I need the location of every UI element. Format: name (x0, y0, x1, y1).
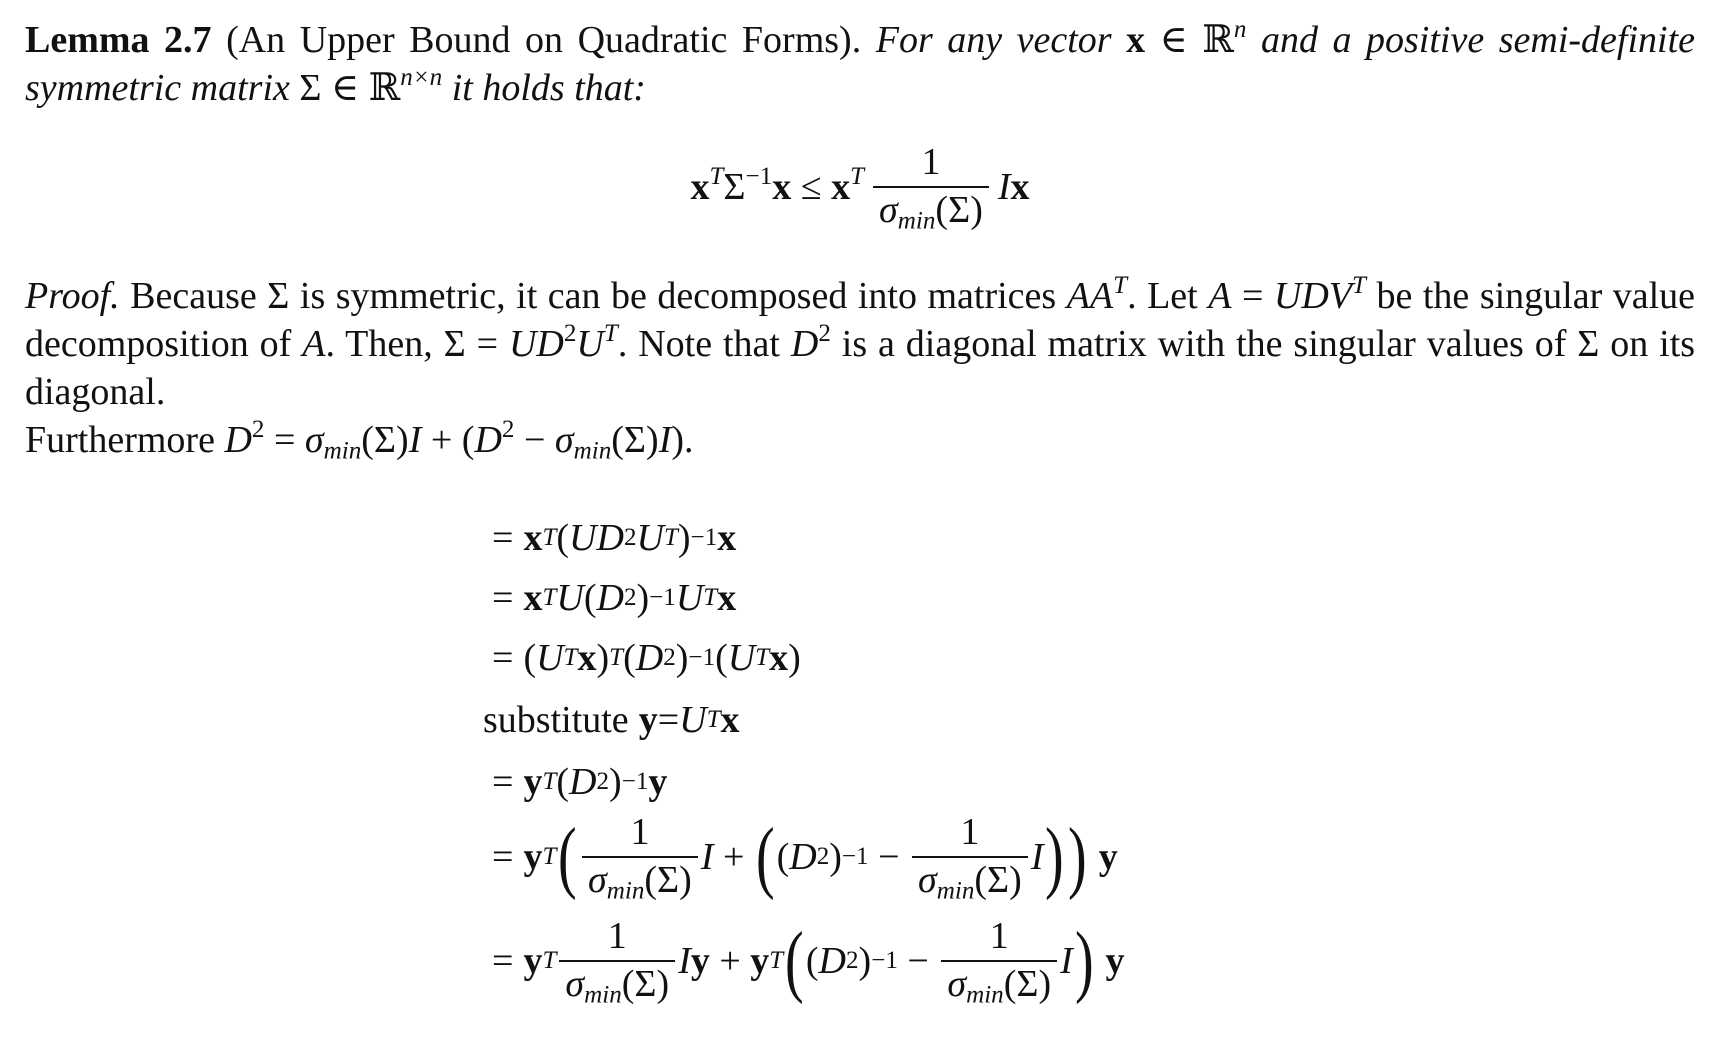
proof-text-1: Because Σ is symmetric, it can be decomposed into matrices (130, 275, 1057, 317)
proof-text-4: Note that (638, 323, 780, 365)
lemma-text-3: semi-definite symmetric matrix (25, 19, 1696, 109)
substitute-label: substitute (483, 699, 629, 741)
lemma-label: Lemma 2.7 (25, 19, 212, 61)
lemma-statement: Lemma 2.7 (An Upper Bound on Quadratic Forms). For any vector x ∈ ℝ$^n$ and a positive semi-definite symmetric matrix Σ ∈ ℝ$^{n\times n}$ it holds that: (25, 15, 1696, 109)
main-inequality: $x^T\Sigma^{-1}x \le x^T$ $\frac{1}{\sigma_{min}(\Sigma)}$ Ix (690, 141, 1030, 235)
proof-text-3: singular value decomposition of (25, 275, 1696, 365)
lemma-title: (An Upper Bound on Quadratic Forms). (226, 19, 862, 61)
paper-page: Lemma 2.7 (An Upper Bound on Quadratic Forms). For any vector x ∈ ℝ$^n$ and a positive semi-definite symmetric matrix Σ ∈ ℝ$^{n\times n}$ it holds that: $x^T\Sigma^{-1}x \le x^T$ $\frac{1}{\sigma_{min}(\Sigma)}$ Ix Proof. Because Σ is symmetric, it can be decomposed into matrices $AA^T$. Let $A = UDV^T$ be the singular value decomposition of A. Then, $\Sigma = UD^2U^T$. Note that $D^2$ is a diagonal matrix with the singular values of Σ on its diagonal. Furthermore $D^2 = \sigma_{min}(\Sigma)I + (D^2 - \sigma_{min}(\Sigma)I)$. = x T ( UD 2 U T ) −1 x = x T U ( D 2 ) −1 U T x = ( U T x ) T ( D 2 ) −1 ( U T x ) substitute y = U T x = y T ( D 2 ) −1 y = y T ( $\frac{1}{\sigma_{min}(\Sigma)}$ I + ( ( D 2 ) −1 − $\frac{1}{\sigma_{min}(\Sigma)}$ I ) ) y = y T $\frac{1}{\sigma_{min}(\Sigma)}$ I y + y T ( ( D 2 ) −1 − $\frac{1}{\sigma_{min}(\Sigma)}$ I ) y (25, 15, 1696, 1009)
lemma-text-2: and a positive (1260, 19, 1485, 61)
proof-text-6: the singular values of Σ on its diagonal. (25, 323, 1696, 413)
proof-furthermore: Furthermore (25, 419, 215, 461)
lemma-text-1: For any vector (875, 19, 1112, 61)
proof-text-2: be the (1376, 275, 1470, 317)
lemma-text-4: it holds that: (451, 67, 646, 109)
proof-paragraph: Proof. Because Σ is symmetric, it can be decomposed into matrices $AA^T$. Let $A = UDV^T$ be the singular value decomposition of A. Then, $\Sigma = UD^2U^T$. Note that $D^2$ is a diagonal matrix with the singular values of Σ on its diagonal. Furthermore $D^2 = \sigma_{min}(\Sigma)I + (D^2 - \sigma_{min}(\Sigma)I)$. (25, 271, 1696, 465)
proof-text-5: is a diagonal matrix with (841, 323, 1226, 365)
proof-label: Proof. (25, 275, 120, 317)
